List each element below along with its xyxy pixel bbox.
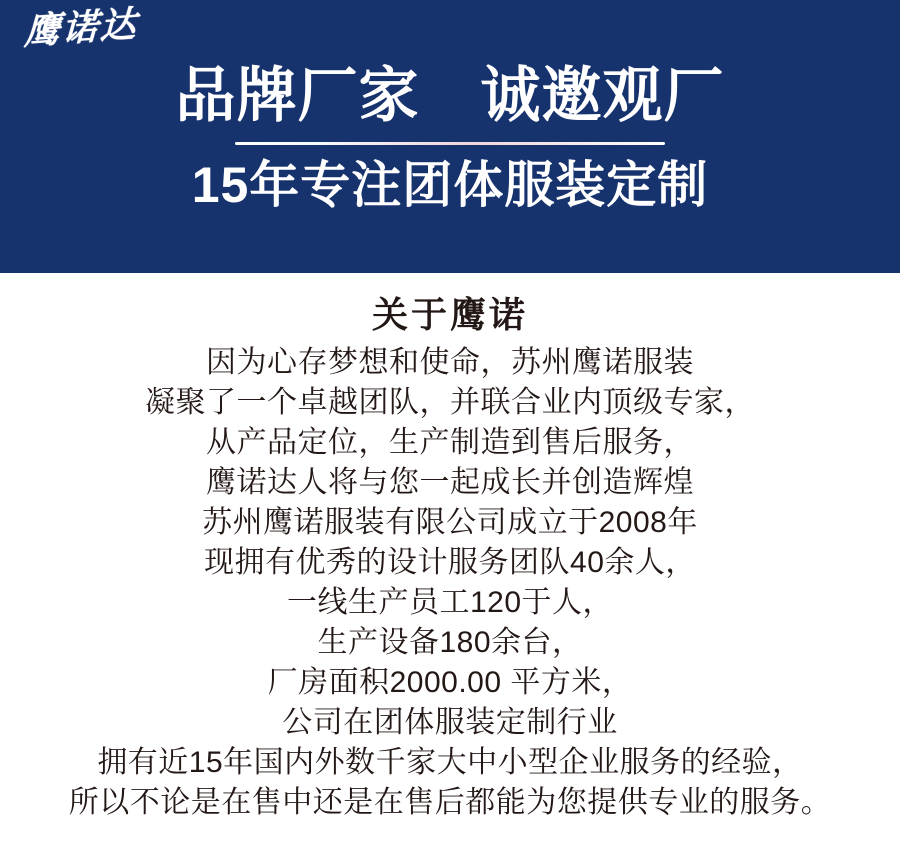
about-line: 生产设备180余台，: [317, 626, 583, 659]
about-section: [0, 293, 900, 823]
about-line: 鹰诺达人将与您一起成长并创造辉煌: [206, 466, 694, 499]
about-line: 拥有近15年国内外数千家大中小型企业服务的经验，: [97, 746, 803, 779]
banner-subtitle: 15年专注团体服装定制: [191, 157, 709, 213]
about-line: 凝聚了一个卓越团队，并联合业内顶级专家，: [145, 386, 755, 419]
about-line: 一线生产员工120于人，: [286, 586, 614, 619]
banner-title: 品牌厂家 诚邀观厂: [175, 62, 725, 129]
about-line: 因为心存梦想和使命，苏州鹰诺服装: [206, 346, 694, 379]
brand-logo: 鹰诺达: [23, 2, 139, 54]
about-line: 从产品定位，生产制造到售后服务，: [206, 426, 694, 459]
about-line: 现拥有优秀的设计服务团队40余人，: [204, 546, 696, 579]
about-line: 厂房面积2000.00 平方米，: [267, 666, 633, 699]
banner-divider: [235, 142, 665, 145]
about-heading: 关于鹰诺: [371, 294, 528, 335]
about-line: 所以不论是在售中还是在售后都能为您提供专业的服务。: [68, 786, 832, 819]
banner: [0, 0, 900, 273]
about-line: 公司在团体服装定制行业: [282, 706, 618, 739]
about-body: [0, 343, 900, 823]
about-line: 苏州鹰诺服装有限公司成立于2008年: [202, 506, 698, 539]
